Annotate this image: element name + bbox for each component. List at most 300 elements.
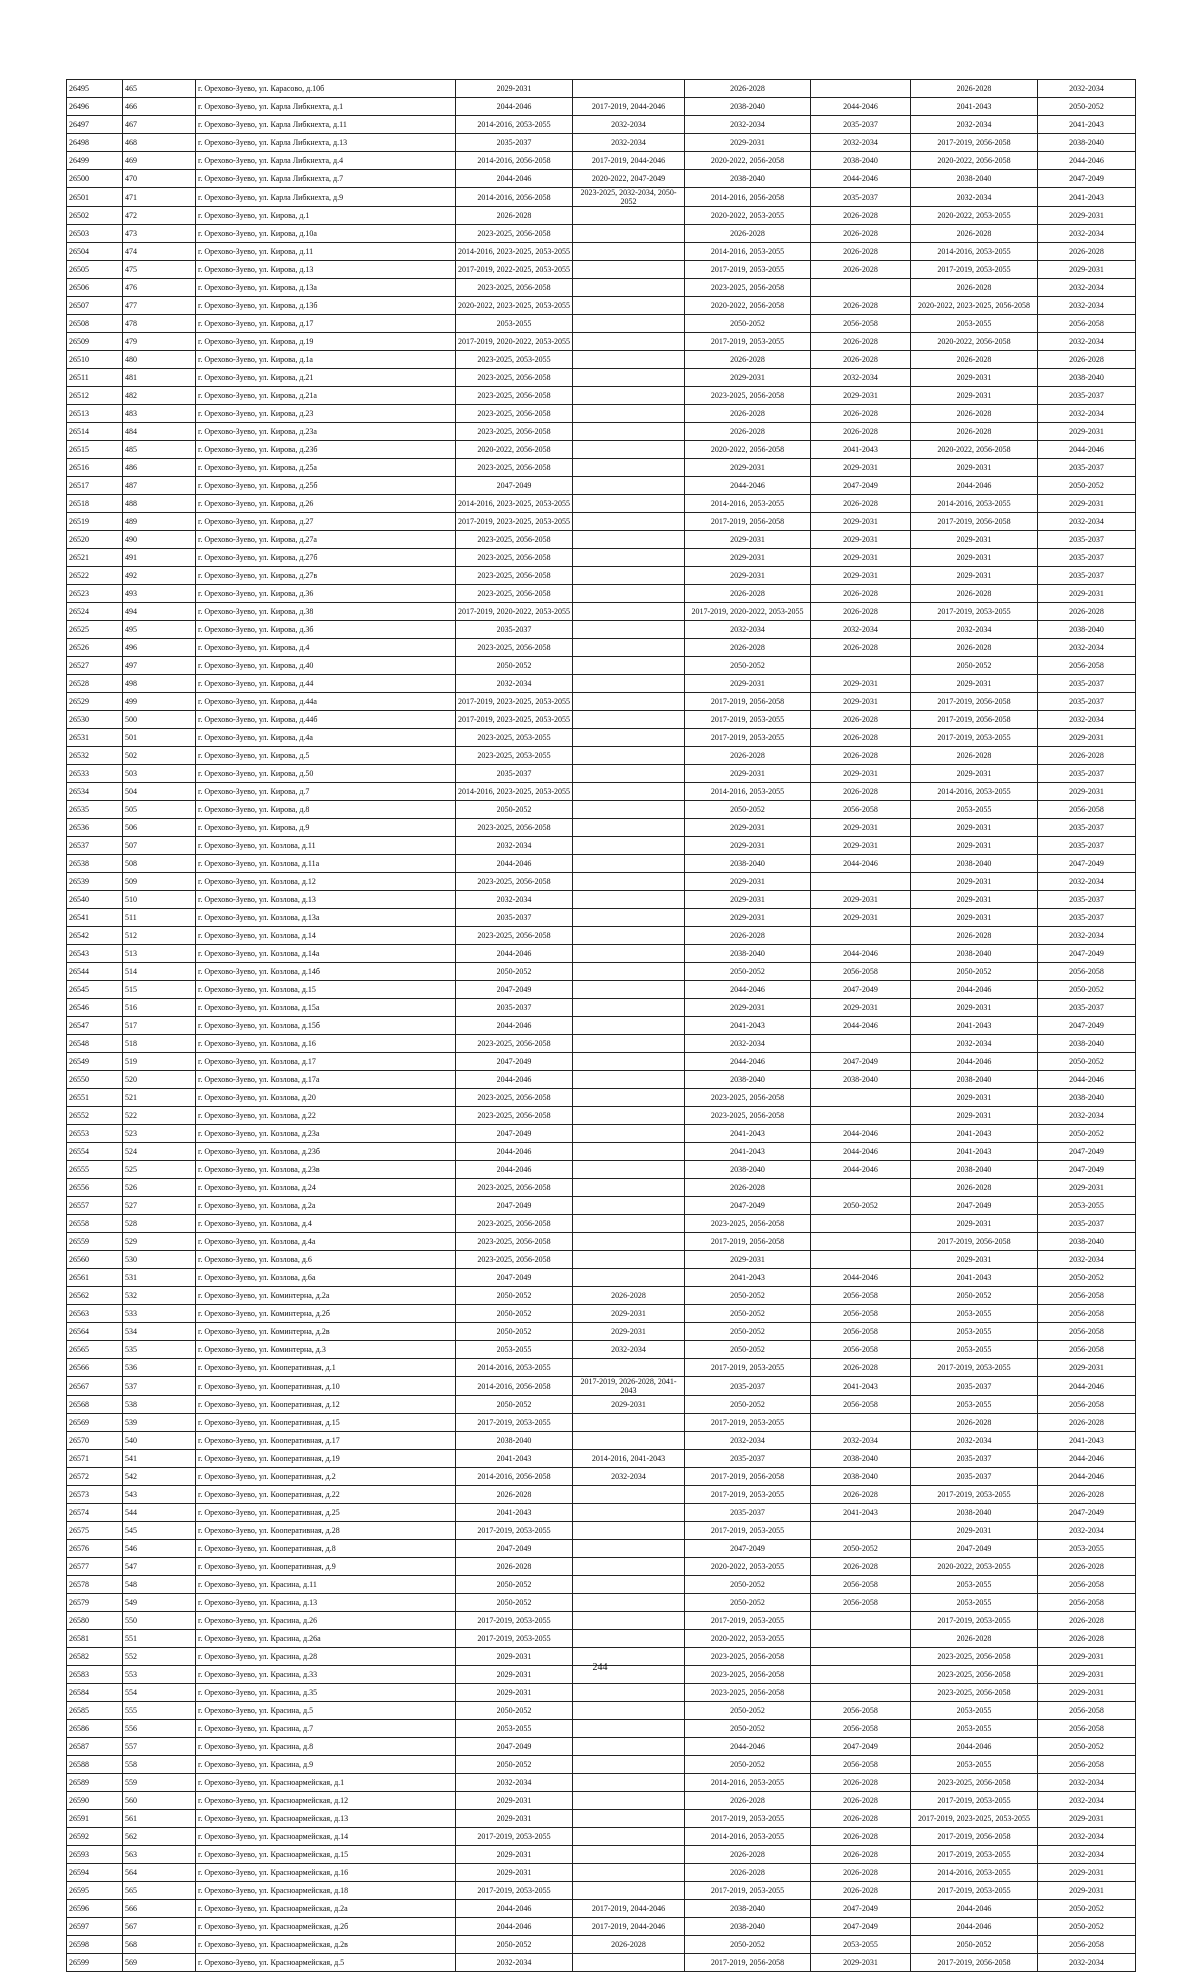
- cell-period-2: 2017-2019, 2044-2046: [573, 1918, 685, 1936]
- cell-period-4: [811, 1215, 911, 1233]
- cell-period-6: 2056-2058: [1038, 1720, 1136, 1738]
- cell-record-id: 26535: [67, 801, 123, 819]
- cell-item-number: 543: [123, 1486, 196, 1504]
- cell-record-id: 26572: [67, 1468, 123, 1486]
- cell-period-3: 2017-2019, 2056-2058: [685, 693, 811, 711]
- cell-period-1: 2017-2019, 2023-2025, 2053-2055: [456, 711, 573, 729]
- cell-item-number: 563: [123, 1846, 196, 1864]
- cell-period-4: 2056-2058: [811, 1594, 911, 1612]
- cell-period-5: 2017-2019, 2053-2055: [911, 1612, 1038, 1630]
- cell-period-1: 2017-2019, 2053-2055: [456, 1414, 573, 1432]
- cell-record-id: 26509: [67, 333, 123, 351]
- cell-address: г. Орехово-Зуево, ул. Кирова, д.36: [196, 585, 456, 603]
- cell-record-id: 26516: [67, 459, 123, 477]
- cell-period-5: 2029-2031: [911, 549, 1038, 567]
- cell-period-5: 2017-2019, 2053-2055: [911, 1486, 1038, 1504]
- table-row: [67, 549, 1136, 567]
- cell-address: г. Орехово-Зуево, ул. Козлова, д.16: [196, 1035, 456, 1053]
- cell-item-number: 549: [123, 1594, 196, 1612]
- cell-address: г. Орехово-Зуево, ул. Кирова, д.27: [196, 513, 456, 531]
- table-row: [67, 1125, 1136, 1143]
- table-row: [67, 1846, 1136, 1864]
- cell-period-6: 2032-2034: [1038, 639, 1136, 657]
- cell-address: г. Орехово-Зуево, ул. Карасово, д.10б: [196, 80, 456, 98]
- cell-period-3: 2029-2031: [685, 999, 811, 1017]
- cell-period-2: [573, 729, 685, 747]
- cell-address: г. Орехово-Зуево, ул. Красноармейская, д.2б: [196, 1918, 456, 1936]
- cell-period-6: 2026-2028: [1038, 1486, 1136, 1504]
- cell-period-5: 2053-2055: [911, 1720, 1038, 1738]
- cell-period-3: 2026-2028: [685, 747, 811, 765]
- cell-period-6: 2029-2031: [1038, 1648, 1136, 1666]
- cell-period-4: [811, 1251, 911, 1269]
- cell-period-3: 2041-2043: [685, 1269, 811, 1287]
- cell-period-3: 2038-2040: [685, 945, 811, 963]
- cell-period-3: 2050-2052: [685, 1341, 811, 1359]
- cell-record-id: 26596: [67, 1900, 123, 1918]
- cell-period-3: 2050-2052: [685, 657, 811, 675]
- cell-record-id: 26573: [67, 1486, 123, 1504]
- cell-period-3: 2020-2022, 2056-2058: [685, 152, 811, 170]
- cell-period-2: [573, 891, 685, 909]
- cell-period-5: 2029-2031: [911, 999, 1038, 1017]
- cell-period-3: 2014-2016, 2056-2058: [685, 188, 811, 207]
- cell-address: г. Орехово-Зуево, ул. Красина, д.26: [196, 1612, 456, 1630]
- cell-record-id: 26598: [67, 1936, 123, 1954]
- cell-item-number: 505: [123, 801, 196, 819]
- cell-period-3: 2041-2043: [685, 1143, 811, 1161]
- cell-period-5: 2014-2016, 2053-2055: [911, 495, 1038, 513]
- cell-period-2: 2029-2031: [573, 1396, 685, 1414]
- cell-period-3: 2050-2052: [685, 801, 811, 819]
- cell-period-5: 2017-2019, 2056-2058: [911, 134, 1038, 152]
- cell-period-6: 2050-2052: [1038, 1918, 1136, 1936]
- cell-period-1: 2014-2016, 2053-2055: [456, 116, 573, 134]
- cell-item-number: 533: [123, 1305, 196, 1323]
- cell-item-number: 516: [123, 999, 196, 1017]
- cell-period-6: 2038-2040: [1038, 1089, 1136, 1107]
- cell-period-6: 2050-2052: [1038, 1125, 1136, 1143]
- cell-record-id: 26577: [67, 1558, 123, 1576]
- cell-address: г. Орехово-Зуево, ул. Красноармейская, д.12: [196, 1792, 456, 1810]
- cell-address: г. Орехово-Зуево, ул. Кирова, д.9: [196, 819, 456, 837]
- cell-period-6: 2029-2031: [1038, 495, 1136, 513]
- table-row: [67, 1738, 1136, 1756]
- cell-period-5: 2026-2028: [911, 747, 1038, 765]
- cell-record-id: 26538: [67, 855, 123, 873]
- cell-period-4: 2026-2028: [811, 243, 911, 261]
- cell-period-6: 2035-2037: [1038, 765, 1136, 783]
- cell-address: г. Орехово-Зуево, ул. Козлова, д.15б: [196, 1017, 456, 1035]
- cell-record-id: 26528: [67, 675, 123, 693]
- cell-period-6: 2038-2040: [1038, 134, 1136, 152]
- cell-item-number: 548: [123, 1576, 196, 1594]
- cell-item-number: 466: [123, 98, 196, 116]
- cell-period-4: [811, 1035, 911, 1053]
- cell-period-3: 2050-2052: [685, 315, 811, 333]
- cell-period-4: 2029-2031: [811, 531, 911, 549]
- cell-period-4: [811, 927, 911, 945]
- cell-item-number: 498: [123, 675, 196, 693]
- table-row: [67, 1215, 1136, 1233]
- cell-address: г. Орехово-Зуево, ул. Красноармейская, д.2а: [196, 1900, 456, 1918]
- cell-period-5: 2026-2028: [911, 225, 1038, 243]
- cell-item-number: 486: [123, 459, 196, 477]
- cell-address: г. Орехово-Зуево, ул. Кооперативная, д.22: [196, 1486, 456, 1504]
- cell-period-5: 2026-2028: [911, 405, 1038, 423]
- cell-period-1: 2035-2037: [456, 134, 573, 152]
- cell-period-3: 2041-2043: [685, 1125, 811, 1143]
- cell-period-6: 2029-2031: [1038, 1882, 1136, 1900]
- cell-period-4: 2044-2046: [811, 1161, 911, 1179]
- cell-record-id: 26567: [67, 1377, 123, 1396]
- cell-item-number: 467: [123, 116, 196, 134]
- cell-period-1: 2032-2034: [456, 675, 573, 693]
- cell-period-2: [573, 999, 685, 1017]
- table-row: [67, 1504, 1136, 1522]
- cell-period-6: 2044-2046: [1038, 1468, 1136, 1486]
- cell-period-5: 2017-2019, 2056-2058: [911, 1828, 1038, 1846]
- cell-address: г. Орехово-Зуево, ул. Козлова, д.24: [196, 1179, 456, 1197]
- cell-record-id: 26514: [67, 423, 123, 441]
- cell-period-4: 2056-2058: [811, 1576, 911, 1594]
- cell-period-4: 2053-2055: [811, 1936, 911, 1954]
- table-row: [67, 369, 1136, 387]
- cell-period-5: 2041-2043: [911, 1269, 1038, 1287]
- cell-address: г. Орехово-Зуево, ул. Козлова, д.15а: [196, 999, 456, 1017]
- cell-address: г. Орехово-Зуево, ул. Красина, д.35: [196, 1684, 456, 1702]
- cell-period-4: 2050-2052: [811, 1540, 911, 1558]
- cell-period-1: 2026-2028: [456, 1558, 573, 1576]
- cell-record-id: 26522: [67, 567, 123, 585]
- cell-period-4: 2035-2037: [811, 188, 911, 207]
- cell-address: г. Орехово-Зуево, ул. Коминтерна, д.3: [196, 1341, 456, 1359]
- table-row: [67, 639, 1136, 657]
- cell-period-4: 2044-2046: [811, 1017, 911, 1035]
- cell-item-number: 474: [123, 243, 196, 261]
- cell-record-id: 26549: [67, 1053, 123, 1071]
- cell-period-6: 2032-2034: [1038, 80, 1136, 98]
- cell-period-6: 2029-2031: [1038, 207, 1136, 225]
- table-row: [67, 1035, 1136, 1053]
- cell-address: г. Орехово-Зуево, ул. Красина, д.26а: [196, 1630, 456, 1648]
- cell-period-4: 2029-2031: [811, 387, 911, 405]
- cell-period-6: 2032-2034: [1038, 1792, 1136, 1810]
- cell-period-2: 2029-2031: [573, 1305, 685, 1323]
- cell-period-5: 2017-2019, 2056-2058: [911, 693, 1038, 711]
- table-row: [67, 170, 1136, 188]
- cell-period-4: 2026-2028: [811, 729, 911, 747]
- cell-period-1: 2041-2043: [456, 1450, 573, 1468]
- cell-record-id: 26548: [67, 1035, 123, 1053]
- cell-period-3: 2038-2040: [685, 98, 811, 116]
- cell-period-5: 2053-2055: [911, 1396, 1038, 1414]
- cell-record-id: 26547: [67, 1017, 123, 1035]
- cell-period-6: 2038-2040: [1038, 621, 1136, 639]
- cell-record-id: 26531: [67, 729, 123, 747]
- cell-item-number: 561: [123, 1810, 196, 1828]
- cell-record-id: 26587: [67, 1738, 123, 1756]
- cell-period-4: 2044-2046: [811, 945, 911, 963]
- cell-period-2: [573, 1089, 685, 1107]
- cell-record-id: 26534: [67, 783, 123, 801]
- cell-period-4: 2026-2028: [811, 1359, 911, 1377]
- cell-period-2: [573, 369, 685, 387]
- cell-period-6: 2056-2058: [1038, 1287, 1136, 1305]
- cell-period-5: 2029-2031: [911, 1522, 1038, 1540]
- cell-address: г. Орехово-Зуево, ул. Козлова, д.14: [196, 927, 456, 945]
- table-row: [67, 711, 1136, 729]
- cell-record-id: 26576: [67, 1540, 123, 1558]
- cell-period-3: 2029-2031: [685, 531, 811, 549]
- cell-record-id: 26533: [67, 765, 123, 783]
- cell-address: г. Орехово-Зуево, ул. Козлова, д.20: [196, 1089, 456, 1107]
- cell-item-number: 506: [123, 819, 196, 837]
- cell-record-id: 26588: [67, 1756, 123, 1774]
- table-row: [67, 855, 1136, 873]
- cell-record-id: 26519: [67, 513, 123, 531]
- cell-period-1: 2047-2049: [456, 477, 573, 495]
- cell-period-1: 2023-2025, 2056-2058: [456, 1035, 573, 1053]
- table-row: [67, 1107, 1136, 1125]
- table-row: [67, 1702, 1136, 1720]
- table-row: [67, 1954, 1136, 1972]
- cell-period-3: 2026-2028: [685, 351, 811, 369]
- cell-item-number: 469: [123, 152, 196, 170]
- cell-period-6: 2035-2037: [1038, 459, 1136, 477]
- cell-period-1: 2044-2046: [456, 1918, 573, 1936]
- cell-item-number: 488: [123, 495, 196, 513]
- cell-address: г. Орехово-Зуево, ул. Козлова, д.6: [196, 1251, 456, 1269]
- cell-period-4: 2038-2040: [811, 1468, 911, 1486]
- cell-address: г. Орехово-Зуево, ул. Красина, д.9: [196, 1756, 456, 1774]
- table-row: [67, 747, 1136, 765]
- cell-period-2: [573, 963, 685, 981]
- cell-address: г. Орехово-Зуево, ул. Кирова, д.27б: [196, 549, 456, 567]
- cell-period-6: 2044-2046: [1038, 1450, 1136, 1468]
- cell-period-1: 2047-2049: [456, 1197, 573, 1215]
- cell-record-id: 26593: [67, 1846, 123, 1864]
- cell-period-2: [573, 1125, 685, 1143]
- cell-period-6: 2029-2031: [1038, 261, 1136, 279]
- cell-period-5: 2029-2031: [911, 1251, 1038, 1269]
- cell-period-1: 2014-2016, 2056-2058: [456, 1468, 573, 1486]
- cell-address: г. Орехово-Зуево, ул. Кирова, д.21а: [196, 387, 456, 405]
- cell-period-4: 2056-2058: [811, 1341, 911, 1359]
- table-row: [67, 927, 1136, 945]
- cell-period-2: [573, 1197, 685, 1215]
- cell-item-number: 553: [123, 1666, 196, 1684]
- cell-record-id: 26541: [67, 909, 123, 927]
- cell-period-6: 2032-2034: [1038, 1107, 1136, 1125]
- table-row: [67, 567, 1136, 585]
- cell-period-2: [573, 1846, 685, 1864]
- cell-record-id: 26578: [67, 1576, 123, 1594]
- cell-period-5: 2044-2046: [911, 477, 1038, 495]
- cell-record-id: 26583: [67, 1666, 123, 1684]
- cell-item-number: 524: [123, 1143, 196, 1161]
- cell-period-2: [573, 405, 685, 423]
- table-row: [67, 207, 1136, 225]
- cell-period-4: [811, 1612, 911, 1630]
- cell-record-id: 26497: [67, 116, 123, 134]
- cell-period-1: 2029-2031: [456, 1684, 573, 1702]
- cell-address: г. Орехово-Зуево, ул. Кирова, д.11: [196, 243, 456, 261]
- cell-record-id: 26574: [67, 1504, 123, 1522]
- cell-period-2: [573, 279, 685, 297]
- cell-period-2: [573, 837, 685, 855]
- cell-period-4: 2044-2046: [811, 855, 911, 873]
- cell-period-5: 2053-2055: [911, 1756, 1038, 1774]
- cell-period-5: 2041-2043: [911, 1125, 1038, 1143]
- cell-record-id: 26590: [67, 1792, 123, 1810]
- cell-address: г. Орехово-Зуево, ул. Козлова, д.17а: [196, 1071, 456, 1089]
- cell-period-5: 2023-2025, 2056-2058: [911, 1774, 1038, 1792]
- cell-address: г. Орехово-Зуево, ул. Козлова, д.22: [196, 1107, 456, 1125]
- cell-period-6: 2026-2028: [1038, 603, 1136, 621]
- cell-address: г. Орехово-Зуево, ул. Кирова, д.8: [196, 801, 456, 819]
- cell-period-2: [573, 585, 685, 603]
- cell-period-5: 2032-2034: [911, 116, 1038, 134]
- cell-period-4: 2026-2028: [811, 1558, 911, 1576]
- cell-period-1: 2023-2025, 2056-2058: [456, 819, 573, 837]
- cell-item-number: 503: [123, 765, 196, 783]
- cell-period-1: 2050-2052: [456, 1702, 573, 1720]
- cell-address: г. Орехово-Зуево, ул. Кирова, д.38: [196, 603, 456, 621]
- cell-item-number: 510: [123, 891, 196, 909]
- cell-record-id: 26586: [67, 1720, 123, 1738]
- table-row: [67, 297, 1136, 315]
- cell-address: г. Орехово-Зуево, ул. Карла Либкнехта, д.1: [196, 98, 456, 116]
- cell-period-5: 2017-2019, 2053-2055: [911, 1792, 1038, 1810]
- table-row: [67, 1179, 1136, 1197]
- cell-period-3: 2050-2052: [685, 1396, 811, 1414]
- cell-item-number: 514: [123, 963, 196, 981]
- cell-period-1: 2032-2034: [456, 891, 573, 909]
- cell-record-id: 26563: [67, 1305, 123, 1323]
- cell-period-4: [811, 657, 911, 675]
- cell-period-2: [573, 1882, 685, 1900]
- cell-record-id: 26594: [67, 1864, 123, 1882]
- cell-period-1: 2014-2016, 2056-2058: [456, 188, 573, 207]
- cell-period-2: 2017-2019, 2044-2046: [573, 152, 685, 170]
- cell-period-4: 2056-2058: [811, 315, 911, 333]
- cell-period-6: 2050-2052: [1038, 98, 1136, 116]
- cell-period-5: 2053-2055: [911, 1305, 1038, 1323]
- cell-period-3: 2017-2019, 2020-2022, 2053-2055: [685, 603, 811, 621]
- cell-address: г. Орехово-Зуево, ул. Кооперативная, д.17: [196, 1432, 456, 1450]
- cell-period-1: 2023-2025, 2056-2058: [456, 873, 573, 891]
- cell-period-2: [573, 1576, 685, 1594]
- cell-period-2: [573, 927, 685, 945]
- cell-record-id: 26545: [67, 981, 123, 999]
- cell-period-2: [573, 1594, 685, 1612]
- cell-period-4: 2038-2040: [811, 1071, 911, 1089]
- cell-period-1: 2014-2016, 2056-2058: [456, 152, 573, 170]
- cell-period-1: 2023-2025, 2056-2058: [456, 1089, 573, 1107]
- cell-period-5: 2017-2019, 2053-2055: [911, 1846, 1038, 1864]
- cell-item-number: 468: [123, 134, 196, 152]
- cell-period-1: 2023-2025, 2056-2058: [456, 225, 573, 243]
- cell-period-2: [573, 1359, 685, 1377]
- cell-address: г. Орехово-Зуево, ул. Козлова, д.14б: [196, 963, 456, 981]
- table-row: [67, 1918, 1136, 1936]
- cell-period-5: 2050-2052: [911, 963, 1038, 981]
- cell-period-4: 2026-2028: [811, 711, 911, 729]
- cell-period-2: [573, 261, 685, 279]
- cell-period-3: 2029-2031: [685, 549, 811, 567]
- cell-period-5: 2053-2055: [911, 1323, 1038, 1341]
- cell-period-5: 2035-2037: [911, 1377, 1038, 1396]
- cell-record-id: 26568: [67, 1396, 123, 1414]
- cell-period-2: [573, 603, 685, 621]
- cell-period-1: 2014-2016, 2023-2025, 2053-2055: [456, 243, 573, 261]
- cell-record-id: 26536: [67, 819, 123, 837]
- cell-period-2: [573, 459, 685, 477]
- cell-record-id: 26595: [67, 1882, 123, 1900]
- table-row: [67, 1540, 1136, 1558]
- cell-period-1: 2017-2019, 2053-2055: [456, 1612, 573, 1630]
- cell-period-3: 2026-2028: [685, 1864, 811, 1882]
- cell-period-4: 2047-2049: [811, 477, 911, 495]
- cell-record-id: 26599: [67, 1954, 123, 1972]
- table-row: [67, 819, 1136, 837]
- cell-record-id: 26537: [67, 837, 123, 855]
- cell-period-2: [573, 1738, 685, 1756]
- schedule-table: [66, 79, 1136, 1972]
- cell-period-1: 2023-2025, 2056-2058: [456, 387, 573, 405]
- cell-period-2: 2032-2034: [573, 1468, 685, 1486]
- cell-period-6: 2047-2049: [1038, 945, 1136, 963]
- cell-period-5: 2020-2022, 2023-2025, 2056-2058: [911, 297, 1038, 315]
- cell-period-3: 2044-2046: [685, 477, 811, 495]
- cell-period-3: 2044-2046: [685, 1053, 811, 1071]
- cell-period-1: 2023-2025, 2056-2058: [456, 405, 573, 423]
- cell-period-6: 2035-2037: [1038, 693, 1136, 711]
- cell-address: г. Орехово-Зуево, ул. Козлова, д.11: [196, 837, 456, 855]
- cell-item-number: 569: [123, 1954, 196, 1972]
- cell-period-5: 2050-2052: [911, 657, 1038, 675]
- table-row: [67, 1017, 1136, 1035]
- cell-address: г. Орехово-Зуево, ул. Козлова, д.4а: [196, 1233, 456, 1251]
- cell-period-3: 2050-2052: [685, 1936, 811, 1954]
- cell-period-6: 2026-2028: [1038, 1630, 1136, 1648]
- cell-period-5: 2017-2019, 2053-2055: [911, 1882, 1038, 1900]
- cell-period-3: 2023-2025, 2056-2058: [685, 1107, 811, 1125]
- table-row: [67, 1558, 1136, 1576]
- cell-period-5: 2038-2040: [911, 855, 1038, 873]
- cell-period-4: 2026-2028: [811, 1792, 911, 1810]
- cell-period-3: 2050-2052: [685, 1720, 811, 1738]
- cell-period-1: 2050-2052: [456, 1576, 573, 1594]
- cell-period-5: 2029-2031: [911, 1089, 1038, 1107]
- cell-period-6: 2056-2058: [1038, 1396, 1136, 1414]
- cell-period-4: 2056-2058: [811, 1305, 911, 1323]
- table-row: [67, 225, 1136, 243]
- cell-period-2: 2029-2031: [573, 1323, 685, 1341]
- cell-period-1: 2035-2037: [456, 621, 573, 639]
- table-row: [67, 459, 1136, 477]
- cell-period-2: [573, 711, 685, 729]
- cell-address: г. Орехово-Зуево, ул. Кирова, д.26: [196, 495, 456, 513]
- cell-period-2: [573, 531, 685, 549]
- cell-period-4: 2026-2028: [811, 261, 911, 279]
- cell-item-number: 540: [123, 1432, 196, 1450]
- cell-period-6: 2041-2043: [1038, 1432, 1136, 1450]
- cell-item-number: 507: [123, 837, 196, 855]
- table-row: [67, 1486, 1136, 1504]
- cell-period-3: 2029-2031: [685, 765, 811, 783]
